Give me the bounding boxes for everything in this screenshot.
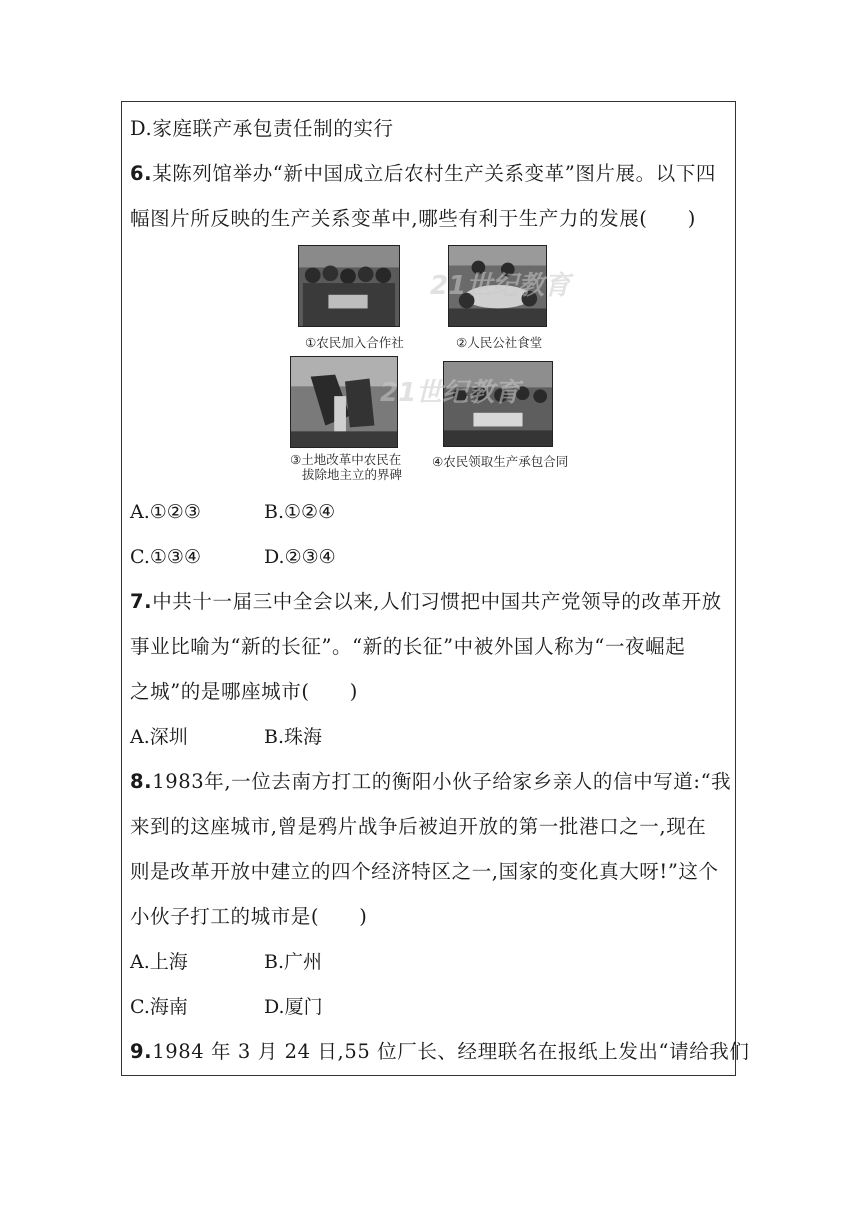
- q6-stem-line-1: [130, 162, 716, 186]
- q7-option-a: A.深圳: [130, 726, 188, 748]
- q9-number: 9.: [130, 1040, 153, 1063]
- q8-stem-line-3: 则是改革开放中建立的四个经济特区之一,国家的变化真大呀!”这个: [130, 860, 719, 883]
- q6-text-1: 某陈列馆举办“新中国成立后农村生产关系变革”图片展。以下四: [152, 162, 717, 185]
- watermark-lower: 21世纪教育: [380, 378, 521, 408]
- caption-3-line-1: ③土地改革中农民在: [290, 452, 402, 467]
- caption-3-line-2: 拔除地主立的界碑: [302, 467, 403, 482]
- q8-stem-line-4: 小伙子打工的城市是( ): [130, 905, 368, 928]
- q7-stem-line-2: 事业比喻为“新的长征”。“新的长征”中被外国人称为“一夜崛起: [130, 635, 686, 658]
- q7-option-b: B.珠海: [264, 726, 323, 748]
- q6-number: 6.: [130, 162, 153, 185]
- q8-option-c: C.海南: [130, 996, 188, 1018]
- caption-1: ①农民加入合作社: [305, 335, 404, 350]
- q8-option-a: A.上海: [130, 951, 188, 973]
- q9-stem-line-1: [130, 1040, 750, 1064]
- q6-option-b: B.①②④: [264, 501, 336, 523]
- photo-farmers-join-cooperative: [298, 245, 400, 327]
- watermark-upper: 21世纪教育: [430, 271, 571, 301]
- q7-stem-line-1: [130, 590, 722, 614]
- question-frame: [121, 101, 736, 1076]
- caption-2: ②人民公社食堂: [456, 335, 543, 350]
- q6-option-d: D.②③④: [264, 546, 336, 568]
- q6-option-c: C.①③④: [130, 546, 201, 568]
- q7-number: 7.: [130, 590, 153, 613]
- q8-stem-line-1: [130, 770, 731, 794]
- q8-option-b: B.广州: [264, 951, 323, 973]
- q8-stem-line-2: 来到的这座城市,曾是鸦片战争后被迫开放的第一批港口之一,现在: [130, 815, 707, 838]
- q9-text-1: 1984 年 3 月 24 日,55 位厂长、经理联名在报纸上发出“请给我们: [152, 1040, 750, 1063]
- caption-4: ④农民领取生产承包合同: [432, 454, 569, 469]
- q7-text-1: 中共十一届三中全会以来,人们习惯把中国共产党领导的改革开放: [152, 590, 722, 613]
- q7-stem-line-3: 之城”的是哪座城市( ): [130, 680, 358, 703]
- q8-number: 8.: [130, 770, 153, 793]
- q6-option-a: A.①②③: [130, 501, 201, 523]
- q6-stem-line-2: 幅图片所反映的生产关系变革中,哪些有利于生产力的发展( ): [130, 207, 696, 230]
- q5-option-d: D.家庭联产承包责任制的实行: [130, 117, 394, 140]
- q8-option-d: D.厦门: [264, 996, 323, 1018]
- q8-text-1: 1983年,一位去南方打工的衡阳小伙子给家乡亲人的信中写道:“我: [152, 770, 732, 793]
